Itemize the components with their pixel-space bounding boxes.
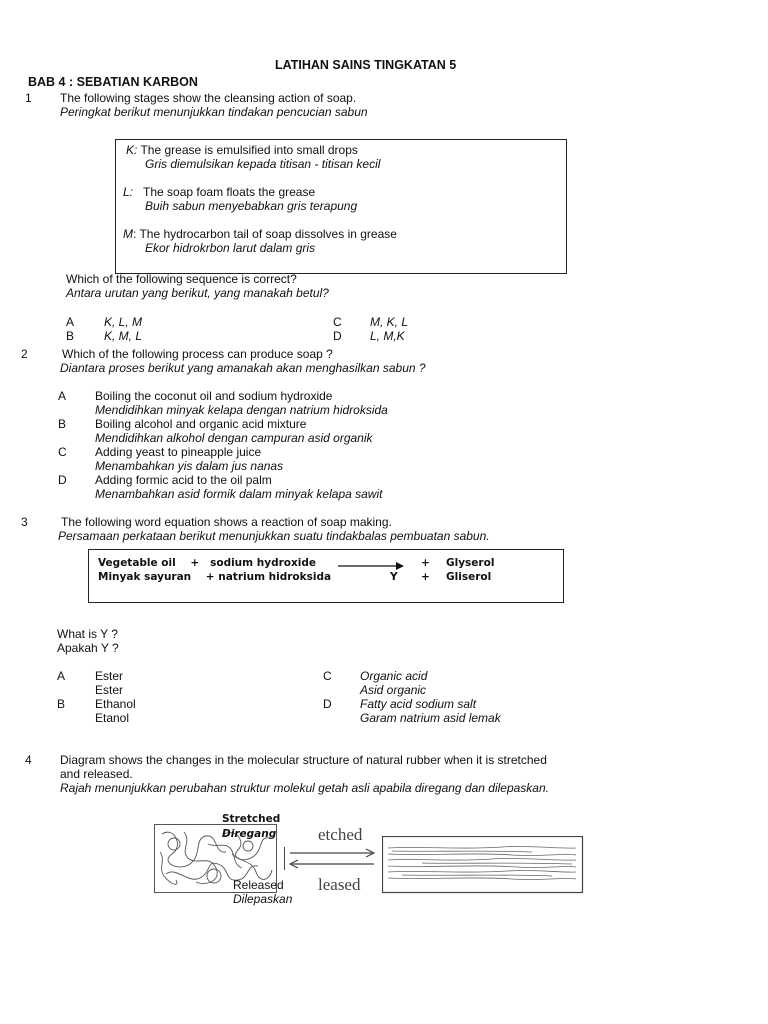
option-letter: D — [58, 473, 67, 487]
option-b[interactable]: Ethanol — [95, 697, 136, 711]
question-ask-en: Which of the following sequence is correct? — [66, 272, 297, 286]
equation-reactants-ms: Minyak sayuran + natrium hidroksida — [98, 571, 332, 583]
option-b-ms: Mendidihkan alkohol dengan campuran asid organik — [95, 431, 373, 445]
question-ask-en: What is Y ? — [57, 627, 118, 641]
option-letter: A — [58, 389, 67, 403]
option-letter: D — [323, 697, 332, 711]
option-a-ms: Ester — [95, 683, 124, 697]
question-stem-en: Which of the following process can produce soap ? — [62, 347, 333, 361]
question-number: 2 — [21, 347, 28, 361]
page-title: LATIHAN SAINS TINGKATAN 5 — [275, 58, 457, 72]
equation-product-en: Glyserol — [446, 557, 495, 569]
released-label: Released — [233, 878, 284, 892]
question-number: 1 — [25, 91, 32, 105]
option-letter: B — [66, 329, 75, 343]
option-d[interactable]: Fatty acid sodium salt — [360, 697, 477, 711]
stage-l-en: L: The soap foam floats the grease — [123, 185, 316, 199]
equation-product-ms: Gliserol — [446, 571, 492, 583]
stage-m-ms: Ekor hidrokrbon larut dalam gris — [145, 241, 316, 255]
double-arrow-icon — [284, 846, 380, 870]
equation-plus: + — [421, 571, 430, 583]
question-stem-ms: Rajah menunjukkan perubahan struktur molekul getah asli apabila diregang dan dilepaskan. — [60, 781, 549, 795]
option-a[interactable]: K, L, M — [104, 315, 143, 329]
option-a[interactable]: Boiling the coconut oil and sodium hydroxide — [95, 389, 333, 403]
stage-l-ms: Buih sabun menyebabkan gris terapung — [145, 199, 358, 213]
stage-k-ms: Gris diemulsikan kepada titisan - titisan kecil — [145, 157, 381, 171]
option-c[interactable]: M, K, L — [370, 315, 409, 329]
question-stem-ms: Peringkat berikut menunjukkan tindakan pencucian sabun — [60, 105, 368, 119]
option-letter: A — [57, 669, 66, 683]
option-a[interactable]: Ester — [95, 669, 124, 683]
question-stem-en-cont: and released. — [60, 767, 133, 781]
equation-reactants-en: Vegetable oil + sodium hydroxide — [98, 557, 316, 569]
option-c[interactable]: Organic acid — [360, 669, 428, 683]
question-number: 3 — [21, 515, 28, 529]
equation-y: Y — [390, 571, 398, 583]
option-d-ms: Garam natrium asid lemak — [360, 711, 501, 725]
option-b[interactable]: K, M, L — [104, 329, 143, 343]
scan-text-bottom: leased — [318, 875, 361, 894]
option-d[interactable]: L, M,K — [370, 329, 405, 343]
question-ask-ms: Apakah Y ? — [57, 641, 119, 655]
released-label-ms: Dilepaskan — [233, 892, 293, 906]
stretched-label-ms: Diregang — [222, 828, 277, 840]
option-letter: A — [66, 315, 75, 329]
option-letter: B — [58, 417, 67, 431]
stage-m-en: M: The hydrocarbon tail of soap dissolves in grease — [123, 227, 397, 241]
equation-plus: + — [421, 557, 430, 569]
option-letter: C — [323, 669, 332, 683]
option-letter: B — [57, 697, 66, 711]
scan-text-top: etched — [318, 825, 363, 844]
question-stem-en: Diagram shows the changes in the molecular structure of natural rubber when it is stretched — [60, 753, 547, 767]
option-letter: C — [58, 445, 67, 459]
option-letter: D — [333, 329, 342, 343]
option-b[interactable]: Boiling alcohol and organic acid mixture — [95, 417, 307, 431]
option-c-ms: Asid organic — [360, 683, 427, 697]
question-stem-en: The following stages show the cleansing action of soap. — [60, 91, 357, 105]
stretched-label: Stretched — [222, 813, 281, 825]
question-ask-ms: Antara urutan yang berikut, yang manakah betul? — [66, 286, 329, 300]
question-stem-en: The following word equation shows a reaction of soap making. — [61, 515, 392, 529]
option-a-ms: Mendidihkan minyak kelapa dengan natrium hidroksida — [95, 403, 388, 417]
question-stem-ms: Persamaan perkataan berikut menunjukkan suatu tindakbalas pembuatan sabun. — [58, 529, 490, 543]
question-number: 4 — [25, 753, 32, 767]
question-stem-ms: Diantara proses berikut yang amanakah akan menghasilkan sabun ? — [60, 361, 426, 375]
option-c-ms: Menambahkan yis dalam jus nanas — [95, 459, 284, 473]
option-letter: C — [333, 315, 342, 329]
option-d[interactable]: Adding formic acid to the oil palm — [95, 473, 272, 487]
chapter-heading: BAB 4 : SEBATIAN KARBON — [28, 75, 198, 89]
stretched-rubber-molecules-image — [382, 836, 584, 894]
option-b-ms: Etanol — [95, 711, 130, 725]
option-c[interactable]: Adding yeast to pineapple juice — [95, 445, 262, 459]
stage-k-en: K: The grease is emulsified into small drops — [126, 143, 358, 157]
option-d-ms: Menambahkan asid formik dalam minyak kelapa sawit — [95, 487, 383, 501]
